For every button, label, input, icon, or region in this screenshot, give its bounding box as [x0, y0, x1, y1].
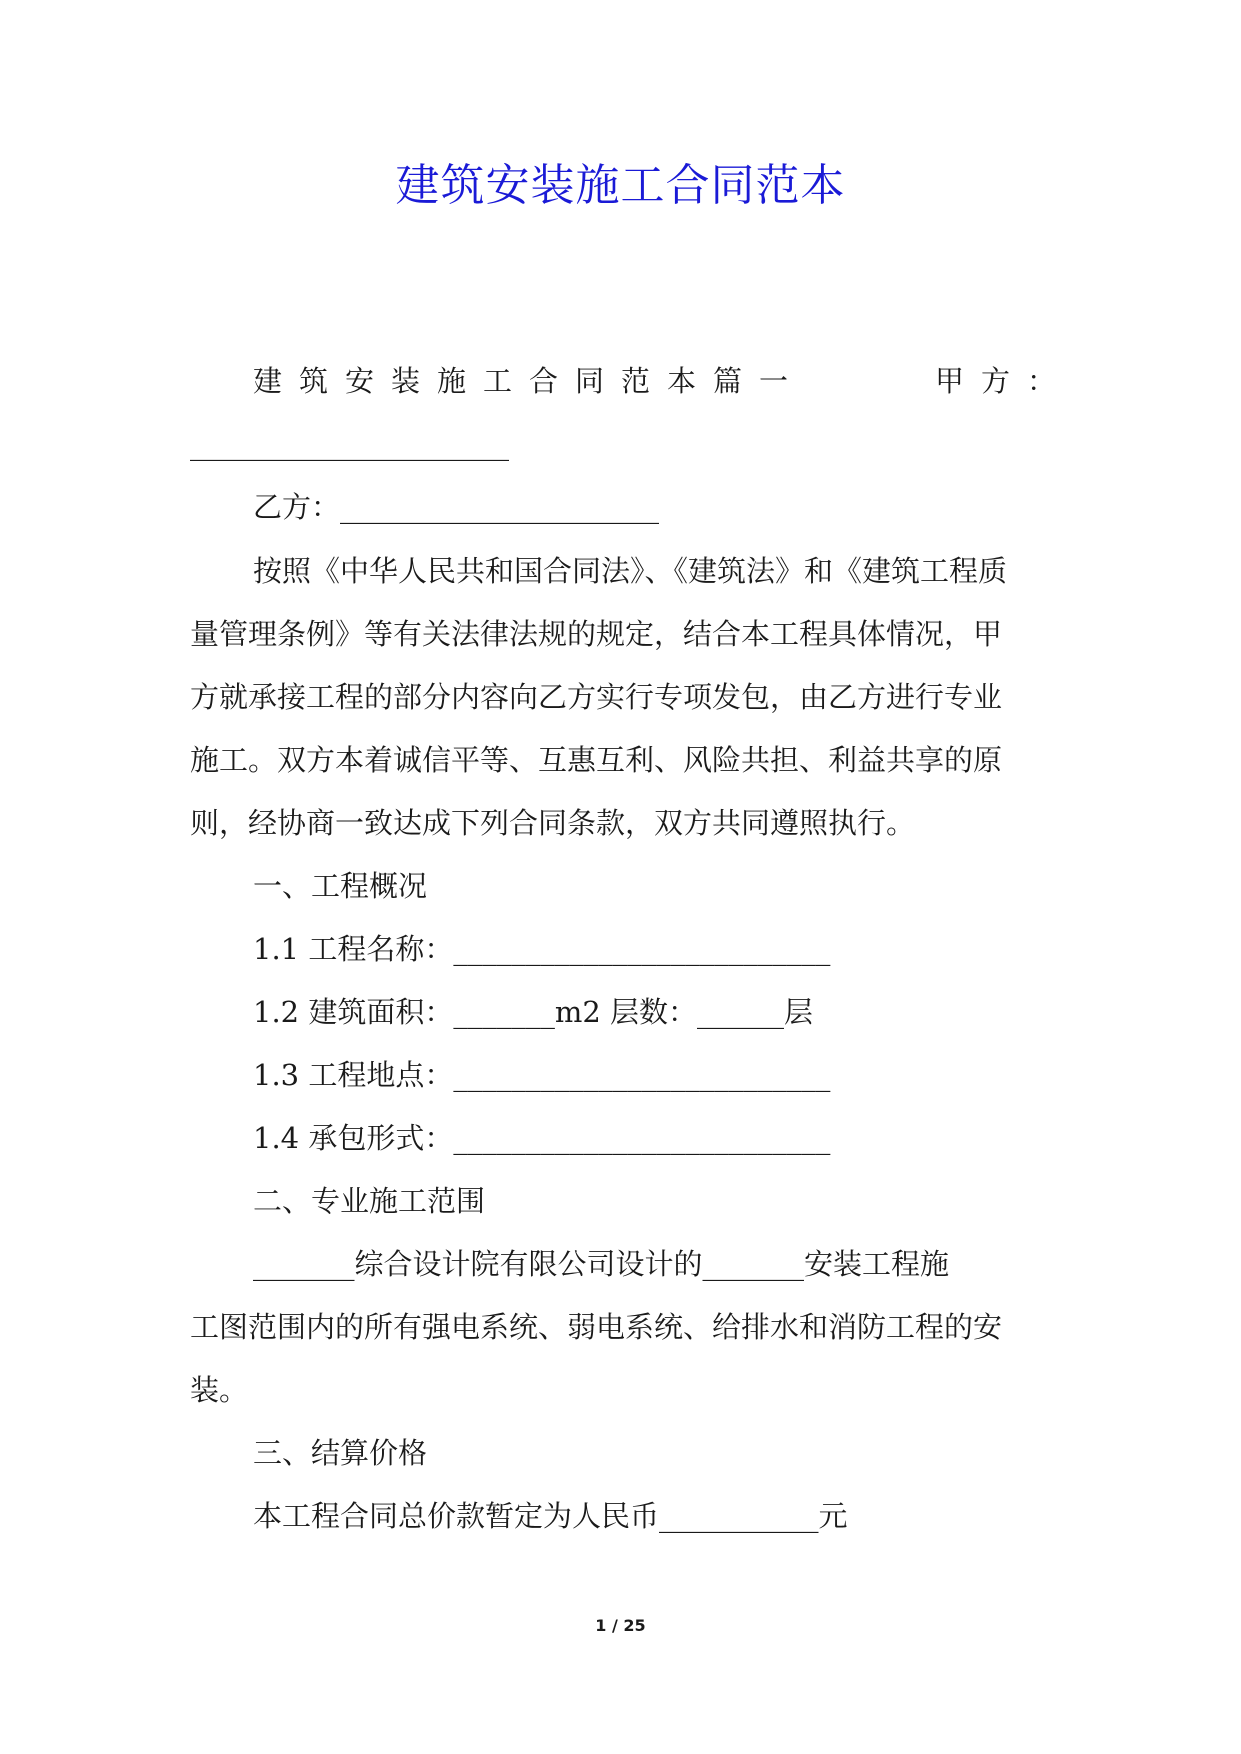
section-heading: 二、专业施工范围	[253, 1184, 486, 1218]
section-heading-part-one: 建筑安装施工合同范本篇一	[253, 364, 806, 398]
document-title: 建筑安装施工合同范本	[395, 160, 846, 211]
clause-line: 1.2 建筑面积：_______m2 层数：______层	[253, 995, 814, 1029]
paragraph-line: 量管理条例》等有关法律法规的规定，结合本工程具体情况，甲	[190, 617, 1003, 651]
paragraph-line: 装。	[190, 1373, 249, 1407]
party-a-label: 甲方：	[935, 364, 1074, 398]
section-heading: 一、工程概况	[253, 869, 428, 903]
party-a-blank: ______________________	[190, 427, 509, 461]
clause-line: 1.3 工程地点：__________________________	[253, 1058, 831, 1092]
paragraph-line: 按照《中华人民共和国合同法》、《建筑法》和《建筑工程质	[253, 554, 1008, 588]
page-indicator: 1 / 25	[595, 1616, 646, 1635]
paragraph-line: 本工程合同总价款暂定为人民币___________元	[253, 1499, 848, 1533]
paragraph-line: 工图范围内的所有强电系统、弱电系统、给排水和消防工程的安	[190, 1310, 1003, 1344]
clause-line: 1.4 承包形式：__________________________	[253, 1121, 831, 1155]
section-heading: 三、结算价格	[253, 1436, 428, 1470]
paragraph-line: 方就承接工程的部分内容向乙方实行专项发包，由乙方进行专业	[190, 680, 1003, 714]
paragraph-line: 施工。双方本着诚信平等、互惠互利、风险共担、利益共享的原	[190, 743, 1003, 777]
party-b-line: 乙方：______________________	[253, 490, 660, 524]
paragraph-line: _______综合设计院有限公司设计的_______安装工程施	[253, 1247, 950, 1281]
paragraph-line: 则，经协商一致达成下列合同条款，双方共同遵照执行。	[190, 806, 916, 840]
clause-line: 1.1 工程名称：__________________________	[253, 932, 831, 966]
